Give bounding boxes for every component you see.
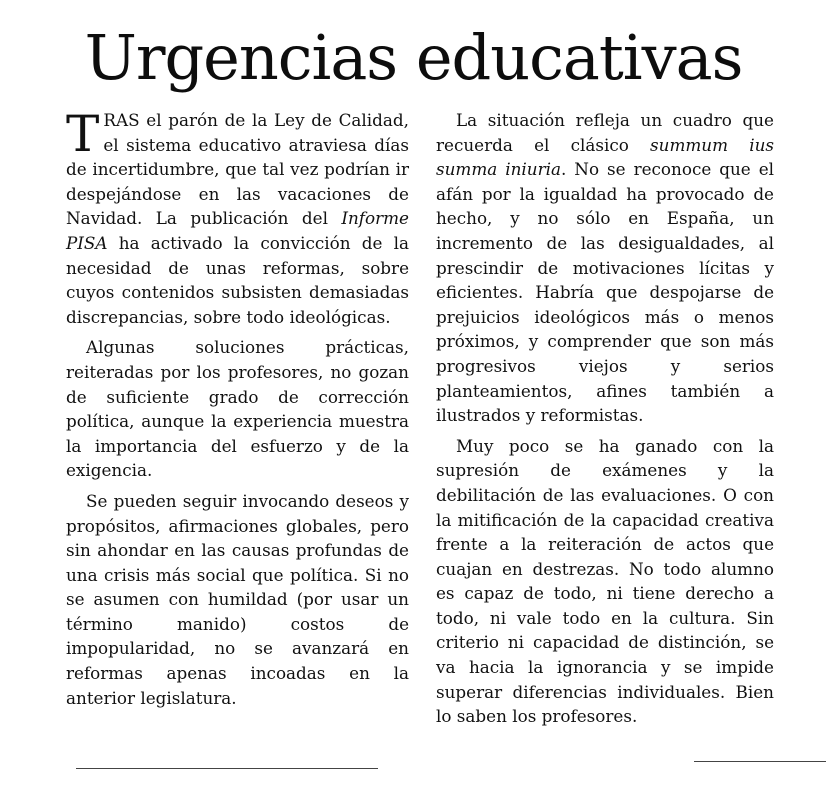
paragraph-2: Algunas soluciones prácticas, reiteradas por los profesores, no gozan de suficiente grado de corrección política, aunque la experiencia muestra la importancia del esfuerzo y de la exigencia. — [66, 337, 409, 481]
left-column — [66, 105, 409, 716]
paragraph-1-text-end: ha activado la convicción de la necesidad de unas reformas, sobre cuyos contenidos subsisten demasiadas discrepancias, sobre todo ideológicas. — [66, 232, 409, 327]
bottom-rule-right — [694, 761, 826, 762]
paragraph-4-text-end: . No se reconoce que el afán por la igualdad ha provocado de hecho, y no sólo en España, un incremento de las desigualdades, al prescindir de motivaciones lícitas y eficientes. Habría que despojarse de prejuicios ideológicos más o menos próximos, y comprender que son más progresivos viejos y serios planteamientos, afines también a ilustrados y reformistas. — [436, 159, 775, 426]
right-column — [436, 108, 774, 735]
report-name: Informe PISA — [66, 208, 409, 253]
paragraph-1-text: RAS el parón de la Ley de Calidad, el sistema educativo atraviesa días de incertidumbre, que tal vez podrían ir despejándose en las vacaciones de Navidad. La publicación del — [66, 110, 409, 229]
article-title: Urgencias educativas — [84, 21, 743, 94]
paragraph-1 — [66, 105, 409, 329]
latin-phrase: summum ius summa iniuria — [436, 134, 774, 180]
paragraph-4 — [436, 108, 774, 428]
bottom-rule-left — [76, 768, 378, 769]
paragraph-3: Se pueden seguir invocando deseos y propósitos, afirmaciones globales, pero sin ahondar en las causas profundas de una crisis más social que política. Si no se asumen con humildad (por usar un término manido) costos de impopularidad, no se avanzará en reformas apenas incoadas en la anterior legislatura. — [66, 490, 409, 708]
drop-cap: T — [66, 105, 100, 163]
paragraph-5: Muy poco se ha ganado con la supresión de exámenes y la debilitación de las evaluaciones. O con la mitificación de la capacidad creativa frente a la reiteración de actos que cuajan en destrezas. No todo alumno es capaz de todo, ni tiene derecho a todo, ni vale todo en la cultura. Sin criterio ni capacidad de distinción, se va hacia la ignorancia y se impide superar diferencias individuales. Bien lo saben los profesores. — [436, 435, 774, 727]
paragraph-4-text: La situación refleja un cuadro que recuerda el clásico — [436, 110, 774, 155]
